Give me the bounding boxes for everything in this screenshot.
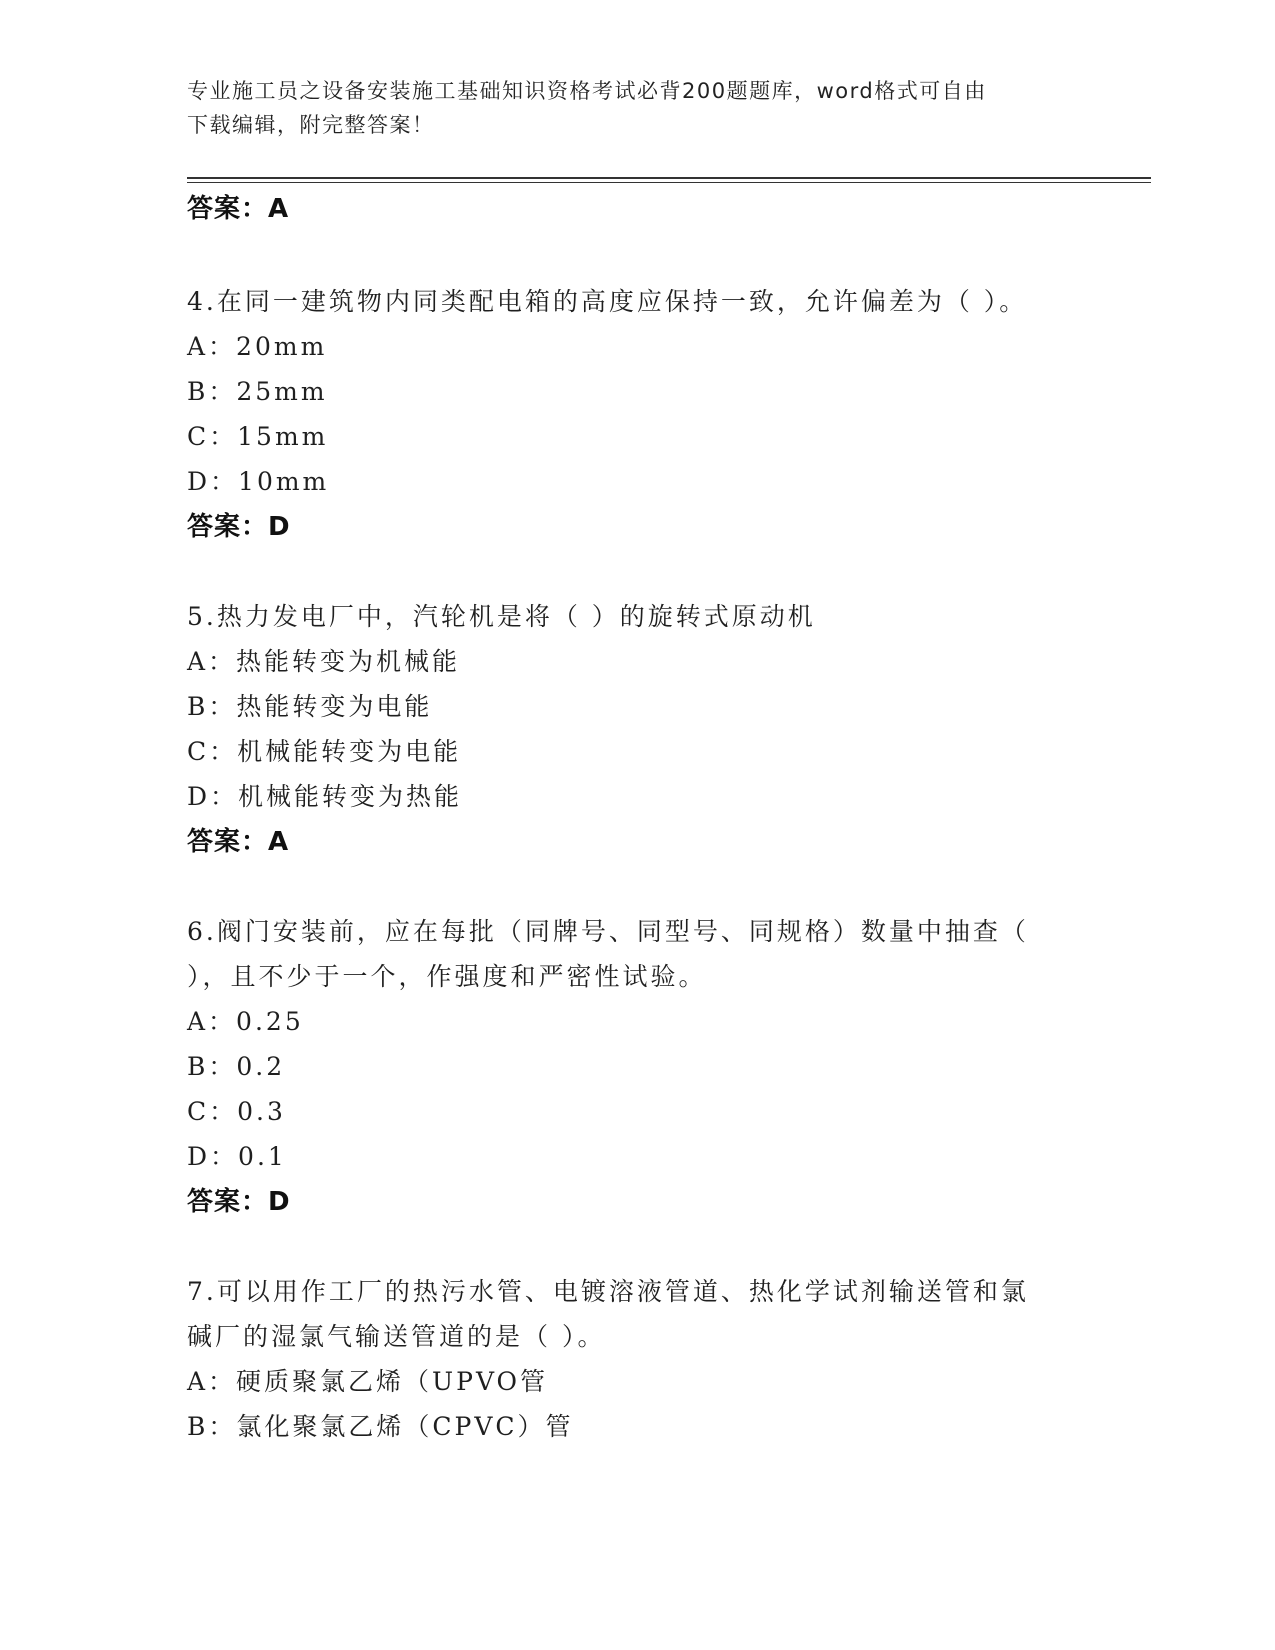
question-4-text: 4.在同一建筑物内同类配电箱的高度应保持一致，允许偏差为（ ）。	[187, 287, 1028, 316]
question-4-option-a: A：20mm	[187, 332, 328, 361]
header-divider-thick	[187, 177, 1151, 179]
header-divider-thin	[187, 182, 1151, 183]
question-5-text: 5.热力发电厂中，汽轮机是将（ ）的旋转式原动机	[187, 602, 816, 631]
question-4-option-b: B：25mm	[187, 377, 328, 406]
question-5-answer: 答案：A	[187, 827, 290, 857]
question-7-text-line-2: 碱厂的湿氯气输送管道的是（ ）。	[187, 1322, 606, 1351]
question-5-option-b: B：热能转变为电能	[187, 692, 433, 721]
question-4-option-c: C：15mm	[187, 422, 329, 451]
question-6-text-line-2: ），且不少于一个，作强度和严密性试验。	[187, 962, 707, 991]
question-5-option-d: D：机械能转变为热能	[187, 782, 463, 811]
question-6-text-line-1: 6.阀门安装前，应在每批（同牌号、同型号、同规格）数量中抽查（	[187, 917, 1029, 946]
question-6-answer: 答案：D	[187, 1187, 291, 1217]
question-5-option-c: C：机械能转变为电能	[187, 737, 462, 766]
question-6-option-c: C：0.3	[187, 1097, 286, 1126]
question-6-option-d: D：0.1	[187, 1142, 287, 1171]
question-6-option-b: B：0.2	[187, 1052, 286, 1081]
question-7-option-a: A：硬质聚氯乙烯（UPVO管	[187, 1367, 549, 1396]
prev-answer: 答案：A	[187, 194, 290, 224]
header-line-1: 专业施工员之设备安装施工基础知识资格考试必背200题题库，word格式可自由	[187, 79, 987, 103]
question-6-option-a: A：0.25	[187, 1007, 304, 1036]
document-header	[187, 74, 1067, 142]
question-7-option-b: B：氯化聚氯乙烯（CPVC）管	[187, 1412, 574, 1441]
question-4-answer: 答案：D	[187, 512, 291, 542]
question-7-text-line-1: 7.可以用作工厂的热污水管、电镀溶液管道、热化学试剂输送管和氯	[187, 1277, 1029, 1306]
question-4-option-d: D：10mm	[187, 467, 330, 496]
header-line-2: 下载编辑，附完整答案！	[187, 113, 435, 137]
question-5-option-a: A：热能转变为机械能	[187, 647, 461, 676]
